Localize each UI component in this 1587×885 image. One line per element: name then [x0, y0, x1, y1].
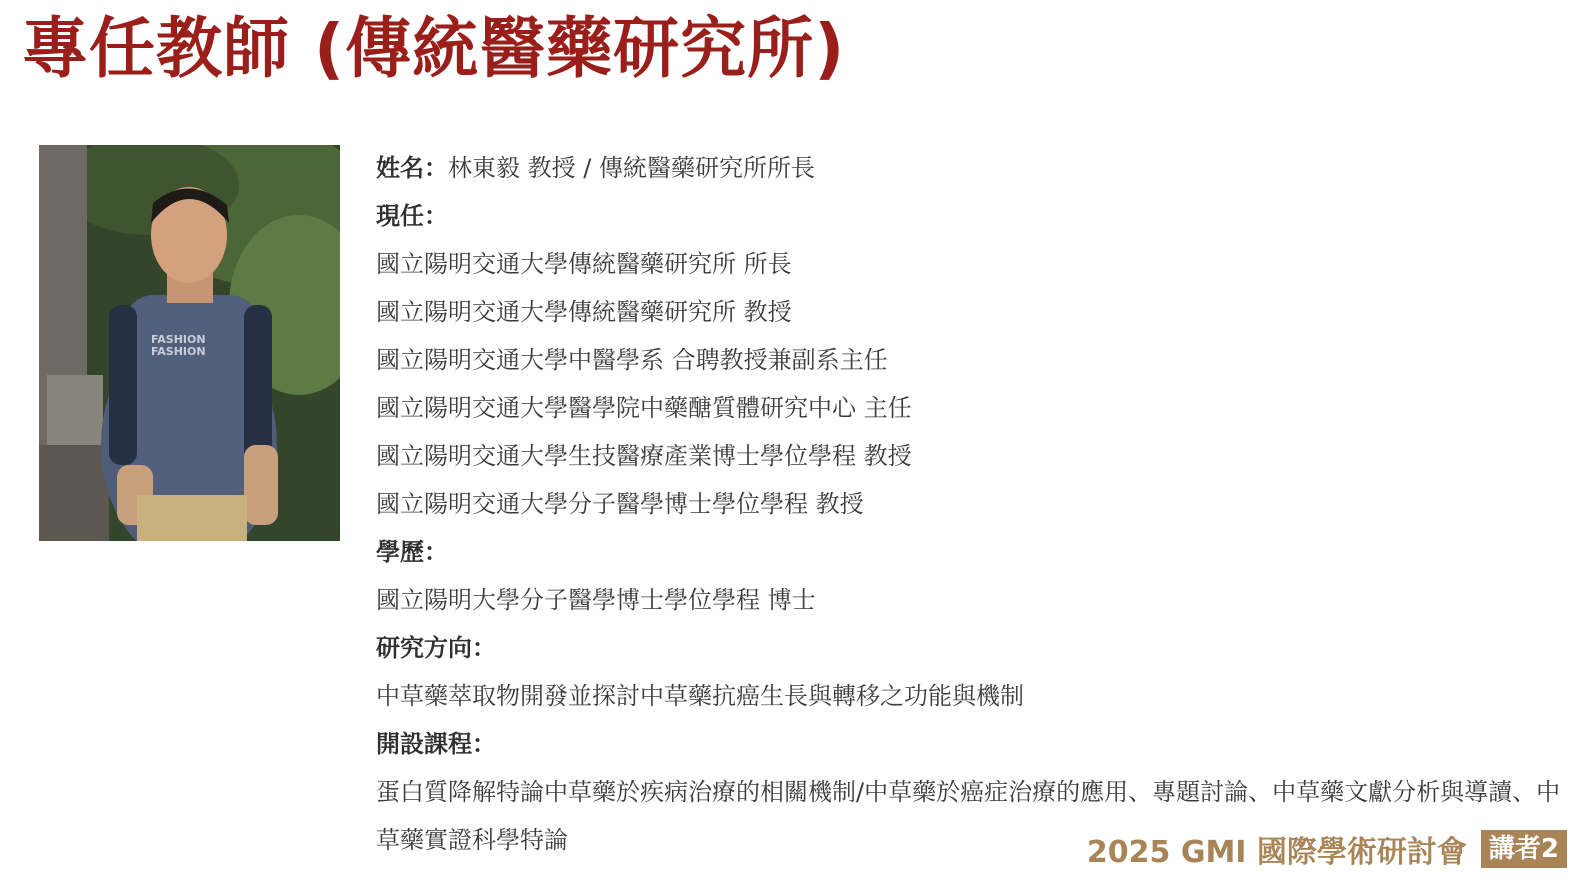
profile-details — [376, 144, 1566, 864]
speaker-badge: 講者2 — [1481, 830, 1567, 868]
speaker-photo — [39, 145, 340, 541]
current-label: 現任： — [376, 202, 448, 230]
research-heading — [376, 624, 1566, 672]
current-positions-heading — [376, 192, 1566, 240]
page-title: 專任教師 (傳統醫藥研究所) — [22, 10, 846, 87]
education-label: 學歷： — [376, 538, 448, 566]
position-item: 國立陽明交通大學傳統醫藥研究所 教授 — [376, 298, 792, 326]
shirt-text-line-1: FASHION — [151, 333, 206, 346]
speaker-photo-illustration — [39, 145, 340, 541]
event-title: 2025 GMI 國際學術研討會 — [1086, 835, 1467, 870]
research-label: 研究方向： — [376, 634, 496, 662]
position-item: 國立陽明交通大學中醫學系 合聘教授兼副系主任 — [376, 346, 888, 374]
shirt-text-line-2: FASHION — [151, 345, 206, 358]
event-footer — [1087, 827, 1567, 871]
education-heading — [376, 528, 1566, 576]
courses-heading — [376, 720, 1566, 768]
courses-label: 開設課程： — [376, 730, 496, 758]
position-item: 國立陽明交通大學醫學院中藥醣質體研究中心 主任 — [376, 394, 912, 422]
position-item: 國立陽明交通大學傳統醫藥研究所 所長 — [376, 250, 792, 278]
courses-item: 蛋白質降解特論中草藥於疾病治療的相關機制/中草藥於癌症治療的應用、專題討論、中草藥文獻分析與導讀、中草藥實證科學特論 — [376, 778, 1561, 854]
research-item: 中草藥萃取物開發並探討中草藥抗癌生長與轉移之功能與機制 — [376, 682, 1024, 710]
education-item: 國立陽明大學分子醫學博士學位學程 博士 — [376, 586, 816, 614]
name-label: 姓名： — [376, 154, 448, 182]
name-value: 林東毅 教授 / 傳統醫藥研究所所長 — [448, 154, 815, 182]
position-item: 國立陽明交通大學生技醫療產業博士學位學程 教授 — [376, 442, 912, 470]
position-item: 國立陽明交通大學分子醫學博士學位學程 教授 — [376, 490, 864, 518]
name-line — [376, 144, 1566, 192]
